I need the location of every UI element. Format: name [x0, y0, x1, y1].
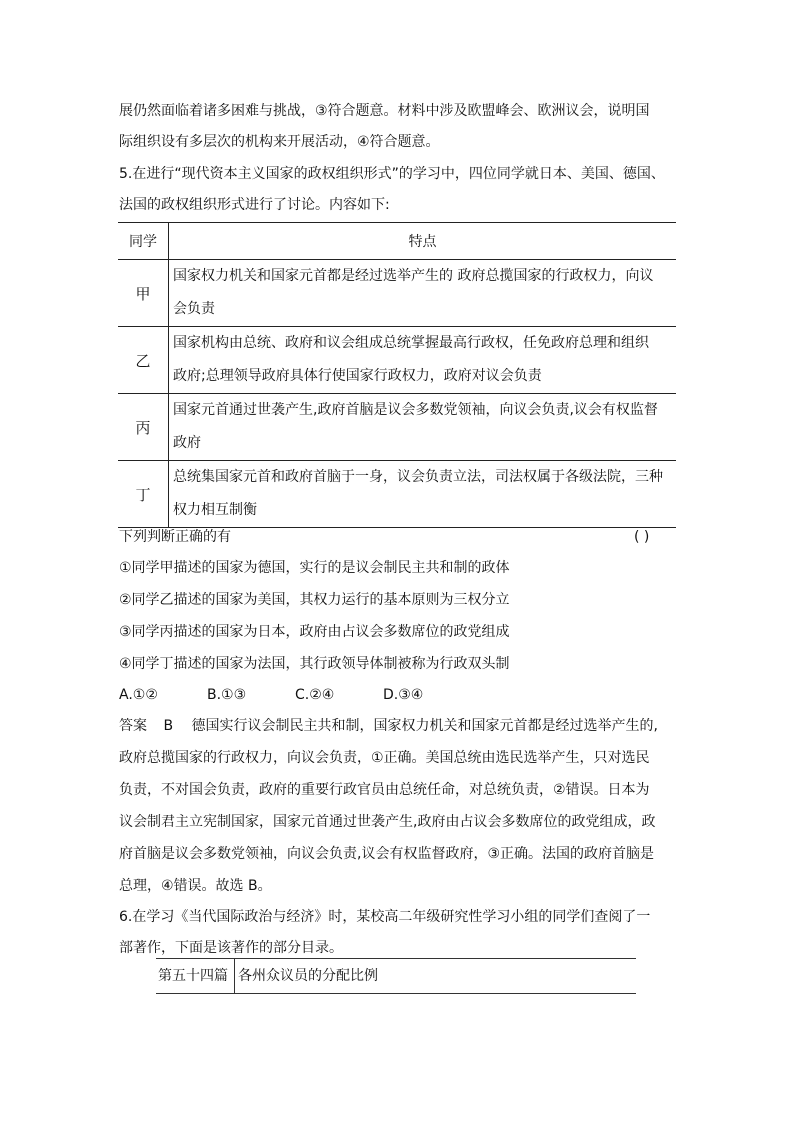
- answer-line-1: [119, 716, 658, 736]
- answer-line-5: 府首脑是议会多数党领袖，向议会负责,议会有权监督政府，③正确。法国的政府首脑是: [119, 846, 654, 862]
- row-student: 乙: [118, 327, 169, 394]
- statement-3: ③同学丙描述的国家为日本，政府由占议会多数席位的政党组成: [119, 624, 510, 640]
- toc-divider: [234, 959, 235, 993]
- table-row: [118, 394, 676, 461]
- answer-letter: B: [163, 718, 174, 734]
- features-table: [118, 222, 676, 528]
- intro-line-2: 际组织设有多层次的机构来开展活动，④符合题意。: [119, 134, 440, 150]
- answer-label: 答案: [119, 718, 147, 734]
- header-student: 同学: [118, 223, 169, 260]
- table-of-contents: [156, 958, 636, 994]
- row-features: [169, 394, 677, 461]
- statement-2: ②同学乙描述的国家为美国，其权力运行的基本原则为三权分立: [119, 592, 510, 608]
- intro-line-1: 展仍然面临着诸多困难与挑战，③符合题意。材料中涉及欧盟峰会、欧洲议会，说明国: [119, 103, 650, 119]
- row-features: [169, 461, 677, 528]
- statement-1: ①同学甲描述的国家为德国，实行的是议会制民主共和制的政体: [119, 560, 510, 576]
- question-5-prompt: 下列判断正确的有: [119, 529, 231, 545]
- table-header-row: [118, 223, 676, 260]
- answer-line-6: 总理，④错误。故选 B。: [119, 878, 272, 894]
- toc-chapter-number: 第五十四篇: [158, 968, 228, 984]
- row-features-line: 国家机构由总统、政府和议会组成总统掌握最高行政权，任免政府总理和组织: [173, 335, 649, 351]
- header-features: 特点: [169, 223, 677, 260]
- question-5-line-2: 法国的政权组织形式进行了讨论。内容如下:: [119, 197, 390, 213]
- question-6-line-2: 部著作，下面是该著作的部分目录。: [119, 940, 343, 956]
- table-row: [118, 260, 676, 327]
- answer-parentheses: ( ): [634, 529, 650, 545]
- options-row: [119, 685, 423, 705]
- question-6-line-1: 6.在学习《当代国际政治与经济》时，某校高二年级研究性学习小组的同学们查阅了一: [119, 909, 651, 925]
- row-features-line: 国家元首通过世袭产生,政府首脑是议会多数党领袖，向议会负责,议会有权监督: [173, 402, 658, 418]
- row-features-line: 政府;总理领导政府具体行使国家行政权力，政府对议会负责: [173, 368, 542, 384]
- row-student: 甲: [118, 260, 169, 327]
- option-d: D.③④: [383, 687, 424, 703]
- option-b: B.①③: [207, 687, 247, 703]
- row-features-line: 政府: [173, 435, 201, 451]
- table-row: [118, 327, 676, 394]
- row-student: 丙: [118, 394, 169, 461]
- row-student: 丁: [118, 461, 169, 528]
- answer-line-3: 负责，不对国会负责，政府的重要行政官员由总统任命，对总统负责，②错误。日本为: [119, 782, 650, 798]
- question-5-line-1: 5.在进行“现代资本主义国家的政权组织形式”的学习中，四位同学就日本、美国、德国、: [119, 166, 665, 182]
- answer-line-2: 政府总揽国家的行政权力，向议会负责，①正确。美国总统由选民选举产生，只对选民: [119, 750, 650, 766]
- row-features: [169, 327, 677, 394]
- answer-explanation-start: 德国实行议会制民主共和制，国家权力机关和国家元首都是经过选举产生的,: [191, 718, 658, 734]
- row-features-line: 会负责: [173, 301, 215, 317]
- statement-4: ④同学丁描述的国家为法国，其行政领导体制被称为行政双头制: [119, 656, 510, 672]
- row-features-line: 权力相互制衡: [173, 502, 257, 518]
- option-a: A.①②: [119, 687, 158, 703]
- answer-line-4: 议会制君主立宪制国家，国家元首通过世袭产生,政府由占议会多数席位的政党组成，政: [119, 814, 656, 830]
- row-features-line: 国家权力机关和国家元首都是经过选举产生的 政府总揽国家的行政权力，向议: [173, 268, 654, 284]
- row-features-line: 总统集国家元首和政府首脑于一身，议会负责立法，司法权属于各级法院，三种: [173, 469, 663, 485]
- option-c: C.②④: [295, 687, 335, 703]
- toc-chapter-title: 各州众议员的分配比例: [238, 968, 378, 984]
- row-features: [169, 260, 677, 327]
- table-row: [118, 461, 676, 528]
